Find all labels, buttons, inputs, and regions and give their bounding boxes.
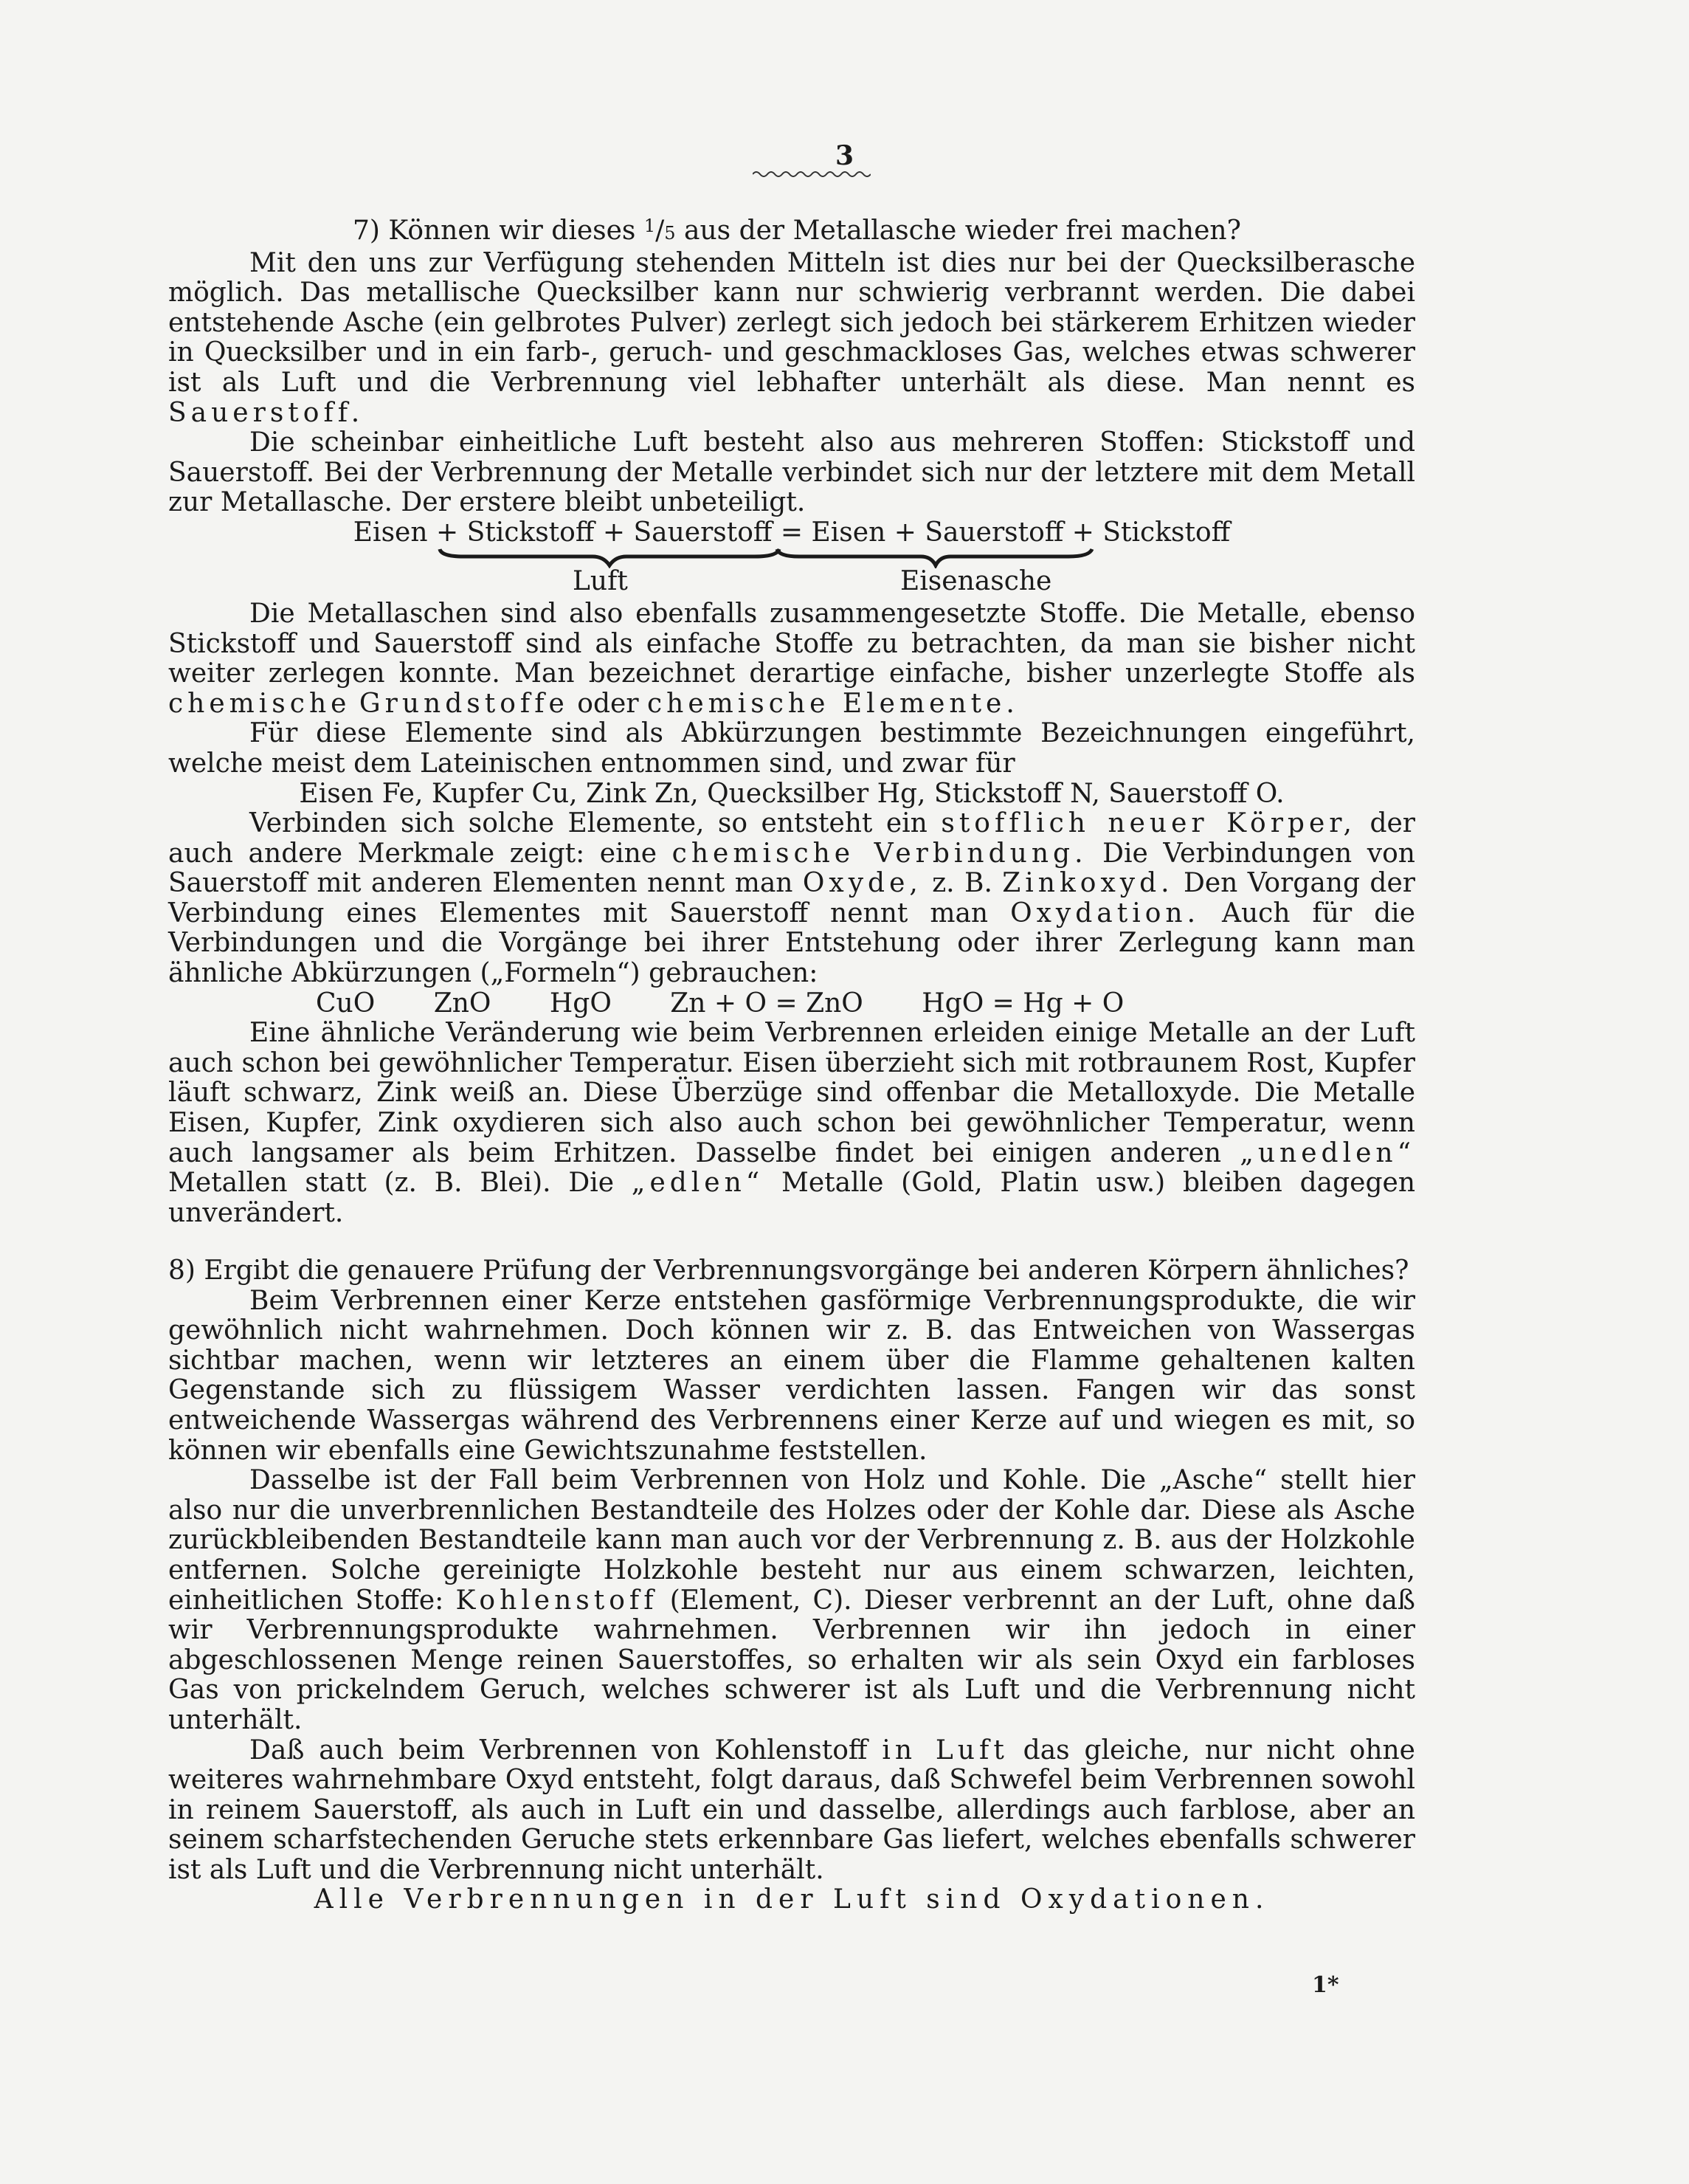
section-7 [168, 211, 1415, 1228]
elements-list: Eisen Fe, Kupfer Cu, Zink Zn, Quecksilber Hg, Stickstoff N, Sauerstoff O. [299, 778, 1285, 809]
paragraph-text: Den Vorgang der Verbindung eines Elementes mit Sauerstoff nennt man [168, 868, 1415, 929]
paragraph [168, 599, 1415, 719]
wavy-rule-ornament [753, 168, 871, 180]
paragraph [168, 249, 1415, 429]
formula: CuO [316, 988, 376, 1019]
paragraph [168, 809, 1415, 989]
question-7: 7) Können wir dieses $^1$/5 aus der Metallasche wieder frei machen? [353, 216, 1241, 246]
spaced-term: chemische Verbindung. [671, 838, 1088, 869]
formula: HgO [549, 988, 612, 1019]
paragraph-text: Daß auch beim Verbrennen von Kohlenstoff [249, 1735, 868, 1766]
spaced-term: chemische [168, 688, 351, 719]
section-8 [168, 1256, 1415, 1915]
paragraph-text: Eine ähnliche Veränderung wie beim Verbrennen erleiden einige Metalle an der Luft auch schon bei gewöhnlicher Temperatur. Eisen überzieht sich mit rotbraunem Rost, Kupfer läuft schwarz, Zink weiß an. Diese Überzüge sind offenbar die Metalloxyde. Die Metalle Eisen, Kupfer, Zink oxydieren sich also auch schon bei gewöhnlicher Temperatur, wenn auch langsamer als beim Erhitzen. Dasselbe findet bei einigen anderen [168, 1018, 1415, 1168]
paragraph-text: z. B. [932, 868, 992, 899]
closing-statement: Alle Verbrennungen in der Luft sind Oxydationen. [314, 1884, 1270, 1915]
spaced-term: Oxydation. [1010, 898, 1201, 929]
word-equation [168, 518, 1415, 599]
paragraph [168, 1736, 1415, 1886]
paragraph-text: Auch für die Verbindungen und die Vorgänge bei ihrer Entstehung oder ihrer Zerlegung kann man ähnliche Abkürzungen („Formeln“) gebrauchen: [168, 898, 1415, 989]
spaced-term: Oxyde, [802, 868, 922, 899]
signature-mark: 1* [1312, 1972, 1339, 1998]
brace-label-luft: Luft [573, 565, 628, 596]
spaced-term: „edlen“ [631, 1168, 764, 1199]
paragraph [168, 1019, 1415, 1228]
spaced-term: Grundstoffe [359, 688, 569, 719]
fraction-numerator: 1 [643, 216, 656, 236]
question-7-rest: aus der Metallasche wieder frei machen? [684, 216, 1241, 246]
underbraces [168, 546, 1415, 568]
paragraph-text: oder [577, 688, 639, 719]
paragraph [168, 1466, 1415, 1735]
formula: ZnO [433, 988, 491, 1019]
formula: Zn + O = ZnO [670, 988, 863, 1019]
paragraph-text: Dasselbe ist der Fall beim Verbrennen von Holz und Kohle. Die „Asche“ stellt hier also nur die unverbrennlichen Bestandteile des Holzes oder der Kohle dar. Diese als Asche zurückbleibenden Bestandteile kann man auch vor der Verbrennung z. B. aus der Holzkohle entfernen. Solche gereinigte Holzkohle besteht nur aus einem schwarzen, leichten, einheitlichen Stoffe: [168, 1465, 1415, 1616]
spaced-term: Sauerstoff. [168, 397, 365, 428]
paragraph-text: Metalle (Gold, Platin usw.) bleiben dagegen unverändert. [168, 1168, 1416, 1228]
spaced-term: Zinkoxyd. [1002, 868, 1174, 899]
question-8: 8) Ergibt die genauere Prüfung der Verbrennungsvorgänge bei anderen Körpern ähnliches? [168, 1255, 1409, 1286]
paragraph-text: Mit den uns zur Verfügung stehenden Mitteln ist dies nur bei der Quecksilberasche möglich. Das metallische Quecksilber kann nur schwierig verbrannt werden. Die dabei entstehende Asche (ein gelbrotes Pulver) zerlegt sich jedoch bei stärkerem Erhitzen wieder in Quecksilber und in ein farb-, geruch- und geschmackloses Gas, welches etwas schwerer ist als Luft und die Verbrennung viel lebhafter unterhält als diese. Man nennt es [168, 247, 1415, 398]
paragraph-text: Die Metallaschen sind also ebenfalls zusammengesetzte Stoffe. Die Metalle, ebenso Stickstoff und Sauerstoff sind als einfache Stoffe zu betrachten, da man sie bisher nicht weiter zerlegen konnte. Man bezeichnet derartige einfache, bisher unzerlegte Stoffe als [168, 598, 1415, 689]
paragraph-text: Für diese Elemente sind als Abkürzungen bestimmte Bezeichnungen eingeführt, welche meist dem Lateinischen entnommen sind, und zwar für [168, 718, 1415, 779]
paragraph-text: der auch andere Merkmale zeigt: eine [168, 808, 1415, 869]
paragraph [168, 428, 1415, 518]
spaced-term: „unedlen“ [1240, 1137, 1415, 1168]
page-number: 3 [835, 140, 854, 171]
paragraph-text: Die Verbindungen von Sauerstoff mit anderen Elementen nennt man [168, 838, 1415, 899]
paragraph-text: Die scheinbar einheitliche Luft besteht also aus mehreren Stoffen: Stickstoff und Sauerstoff. Bei der Verbrennung der Metalle verbindet sich nur der letztere mit dem Metall zur Metallasche. Der erstere bleibt unbeteiligt. [168, 427, 1415, 518]
paragraph-text: (Element, C). Dieser verbrennt an der Luft, ohne daß wir Verbrennungsprodukte wahrnehmen. Verbrennen wir ihn jedoch in einer abgeschlossenen Menge reinen Sauerstoffes, so erhalten wir als sein Oxyd ein farbloses Gas von prickelndem Geruch, welches schwerer ist als Luft und die Verbrennung nicht unterhält. [168, 1585, 1415, 1735]
brace-label-eisenasche: Eisenasche [900, 565, 1052, 596]
formula: HgO = Hg + O [922, 988, 1125, 1019]
spaced-term: stofflich neuer Körper, [941, 808, 1356, 839]
equation-text: Eisen + Stickstoff + Sauerstoff = Eisen + Sauerstoff + Stickstoff [353, 517, 1231, 548]
paragraph [168, 1286, 1415, 1467]
paragraph [168, 719, 1415, 779]
spaced-term: in Luft [882, 1735, 1009, 1766]
spaced-term: chemische Elemente. [646, 688, 1019, 719]
paragraph-text: Verbinden sich solche Elemente, so entsteht ein [249, 808, 928, 839]
formula-list [168, 989, 1415, 1019]
paragraph-text: Beim Verbrennen einer Kerze entstehen gasförmige Verbrennungsprodukte, die wir gewöhnlich nicht wahrnehmen. Doch können wir z. B. das Entweichen von Wassergas sichtbar machen, wenn wir letzteres an einem über die Flamme gehaltenen kalten Gegenstande sich zu flüssigem Wasser verdichten lassen. Fangen wir das sonst entweichende Wassergas während des Verbrennens einer Kerze auf und wiegen es mit, so können wir ebenfalls eine Gewichtszunahme feststellen. [168, 1285, 1415, 1466]
spaced-term: Kohlenstoff [455, 1585, 658, 1616]
question-7-text: 7) Können wir dieses [353, 216, 636, 246]
paragraph-text: das gleiche, nur nicht ohne weiteres wahrnehmbare Oxyd entsteht, folgt daraus, daß Schwefel beim Verbrennen sowohl in reinem Sauerstoff, als auch in Luft ein und dasselbe, allerdings auch farblose, aber an seinem scharfstechenden Geruche stets erkennbare Gas liefert, welches ebenfalls schwerer ist als Luft und die Verbrennung nicht unterhält. [168, 1735, 1415, 1885]
fraction-denominator: 5 [664, 223, 676, 244]
paragraph-text: Metallen statt (z. B. Blei). Die [168, 1168, 615, 1199]
